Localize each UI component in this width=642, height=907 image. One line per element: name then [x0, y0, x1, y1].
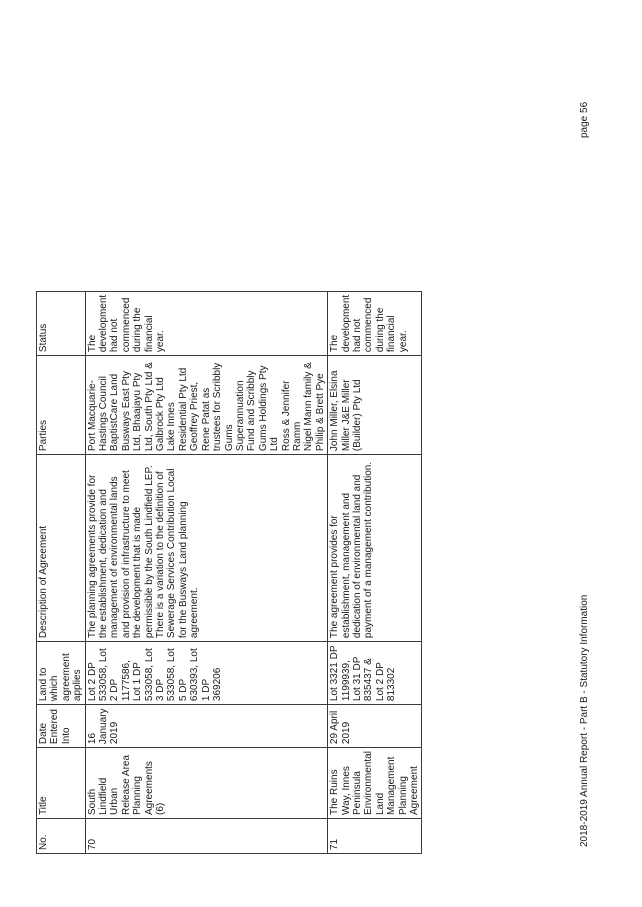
- report-footer: 2018-2019 Annual Report - Part B - Statutory Information: [579, 594, 590, 847]
- row-parties: Port Macquarie-Hastings Council BaptistCare Land Busways East Pty Ltd, Bhaajayu Pty Ltd, South Pty Ltd & Galbrock Pty Ltd Lake Innes Residential Pty Ltd Geoffrey Priest, Rene Patat as trustees for Scribbly Gums Superannuation Fund and Scribbly Gums Holdings Pty Ltd Ross & Jennifer Ramm Nigel Mann family & Philip & Brett Pye: [85, 356, 328, 455]
- planning-agreements-table: [36, 291, 422, 854]
- row-title: The Ruins Way, Innes Peninsula Environmental Land Management Planning Agreement: [328, 748, 422, 819]
- table-row: [85, 291, 328, 853]
- row-title: South Lindfield Urban Release Area Planning Agreements (6): [85, 748, 328, 819]
- header-no: No.: [37, 819, 86, 854]
- row-status: The development had not commenced during the financial year.: [328, 291, 422, 355]
- row-parties: John Miller, Elsina Miller J&E Miller (Builder) Pty Ltd: [328, 356, 422, 455]
- row-land: Lot 3321 DP 1199939, Lot 31 DP 835437 & Lot 2 DP 813302: [328, 642, 422, 705]
- row-no: 70: [85, 819, 328, 854]
- page-number: page 56: [579, 101, 590, 138]
- row-description: The agreement provides for establishment, management and dedication of environmental land and payment of a management contribution.: [328, 455, 422, 642]
- header-date-entered: Date Entered Into: [37, 705, 86, 748]
- header-land: Land to which agreement applies: [37, 642, 86, 705]
- row-status: The development had not commenced during the financial year.: [85, 291, 328, 355]
- header-title: Title: [37, 748, 86, 819]
- header-description: Description of Agreement: [37, 455, 86, 642]
- row-date: 29 April 2019: [328, 705, 422, 748]
- row-description: The planning agreements provide for the establishment, dedication and management of environmental lands and provision of infrastructure to meet the development that is made permissible by the South Lindfield LEP. There is a variation to the definition of Sewerage Services Contribution Local for the Busways Land planning agreement.: [85, 455, 328, 642]
- table-header-row: [37, 291, 86, 853]
- header-status: Status: [37, 291, 86, 355]
- rotated-page: [0, 57, 590, 907]
- row-land: Lot 2 DP 533058, Lot 2 DP 1177586, Lot 1 DP 533058, Lot 3 DP 533058, Lot 5 DP 630393, Lot 1 DP 369206: [85, 642, 328, 705]
- header-parties: Parties: [37, 356, 86, 455]
- table-row: [328, 291, 422, 853]
- row-no: 71: [328, 819, 422, 854]
- row-date: 16 January 2019: [85, 705, 328, 748]
